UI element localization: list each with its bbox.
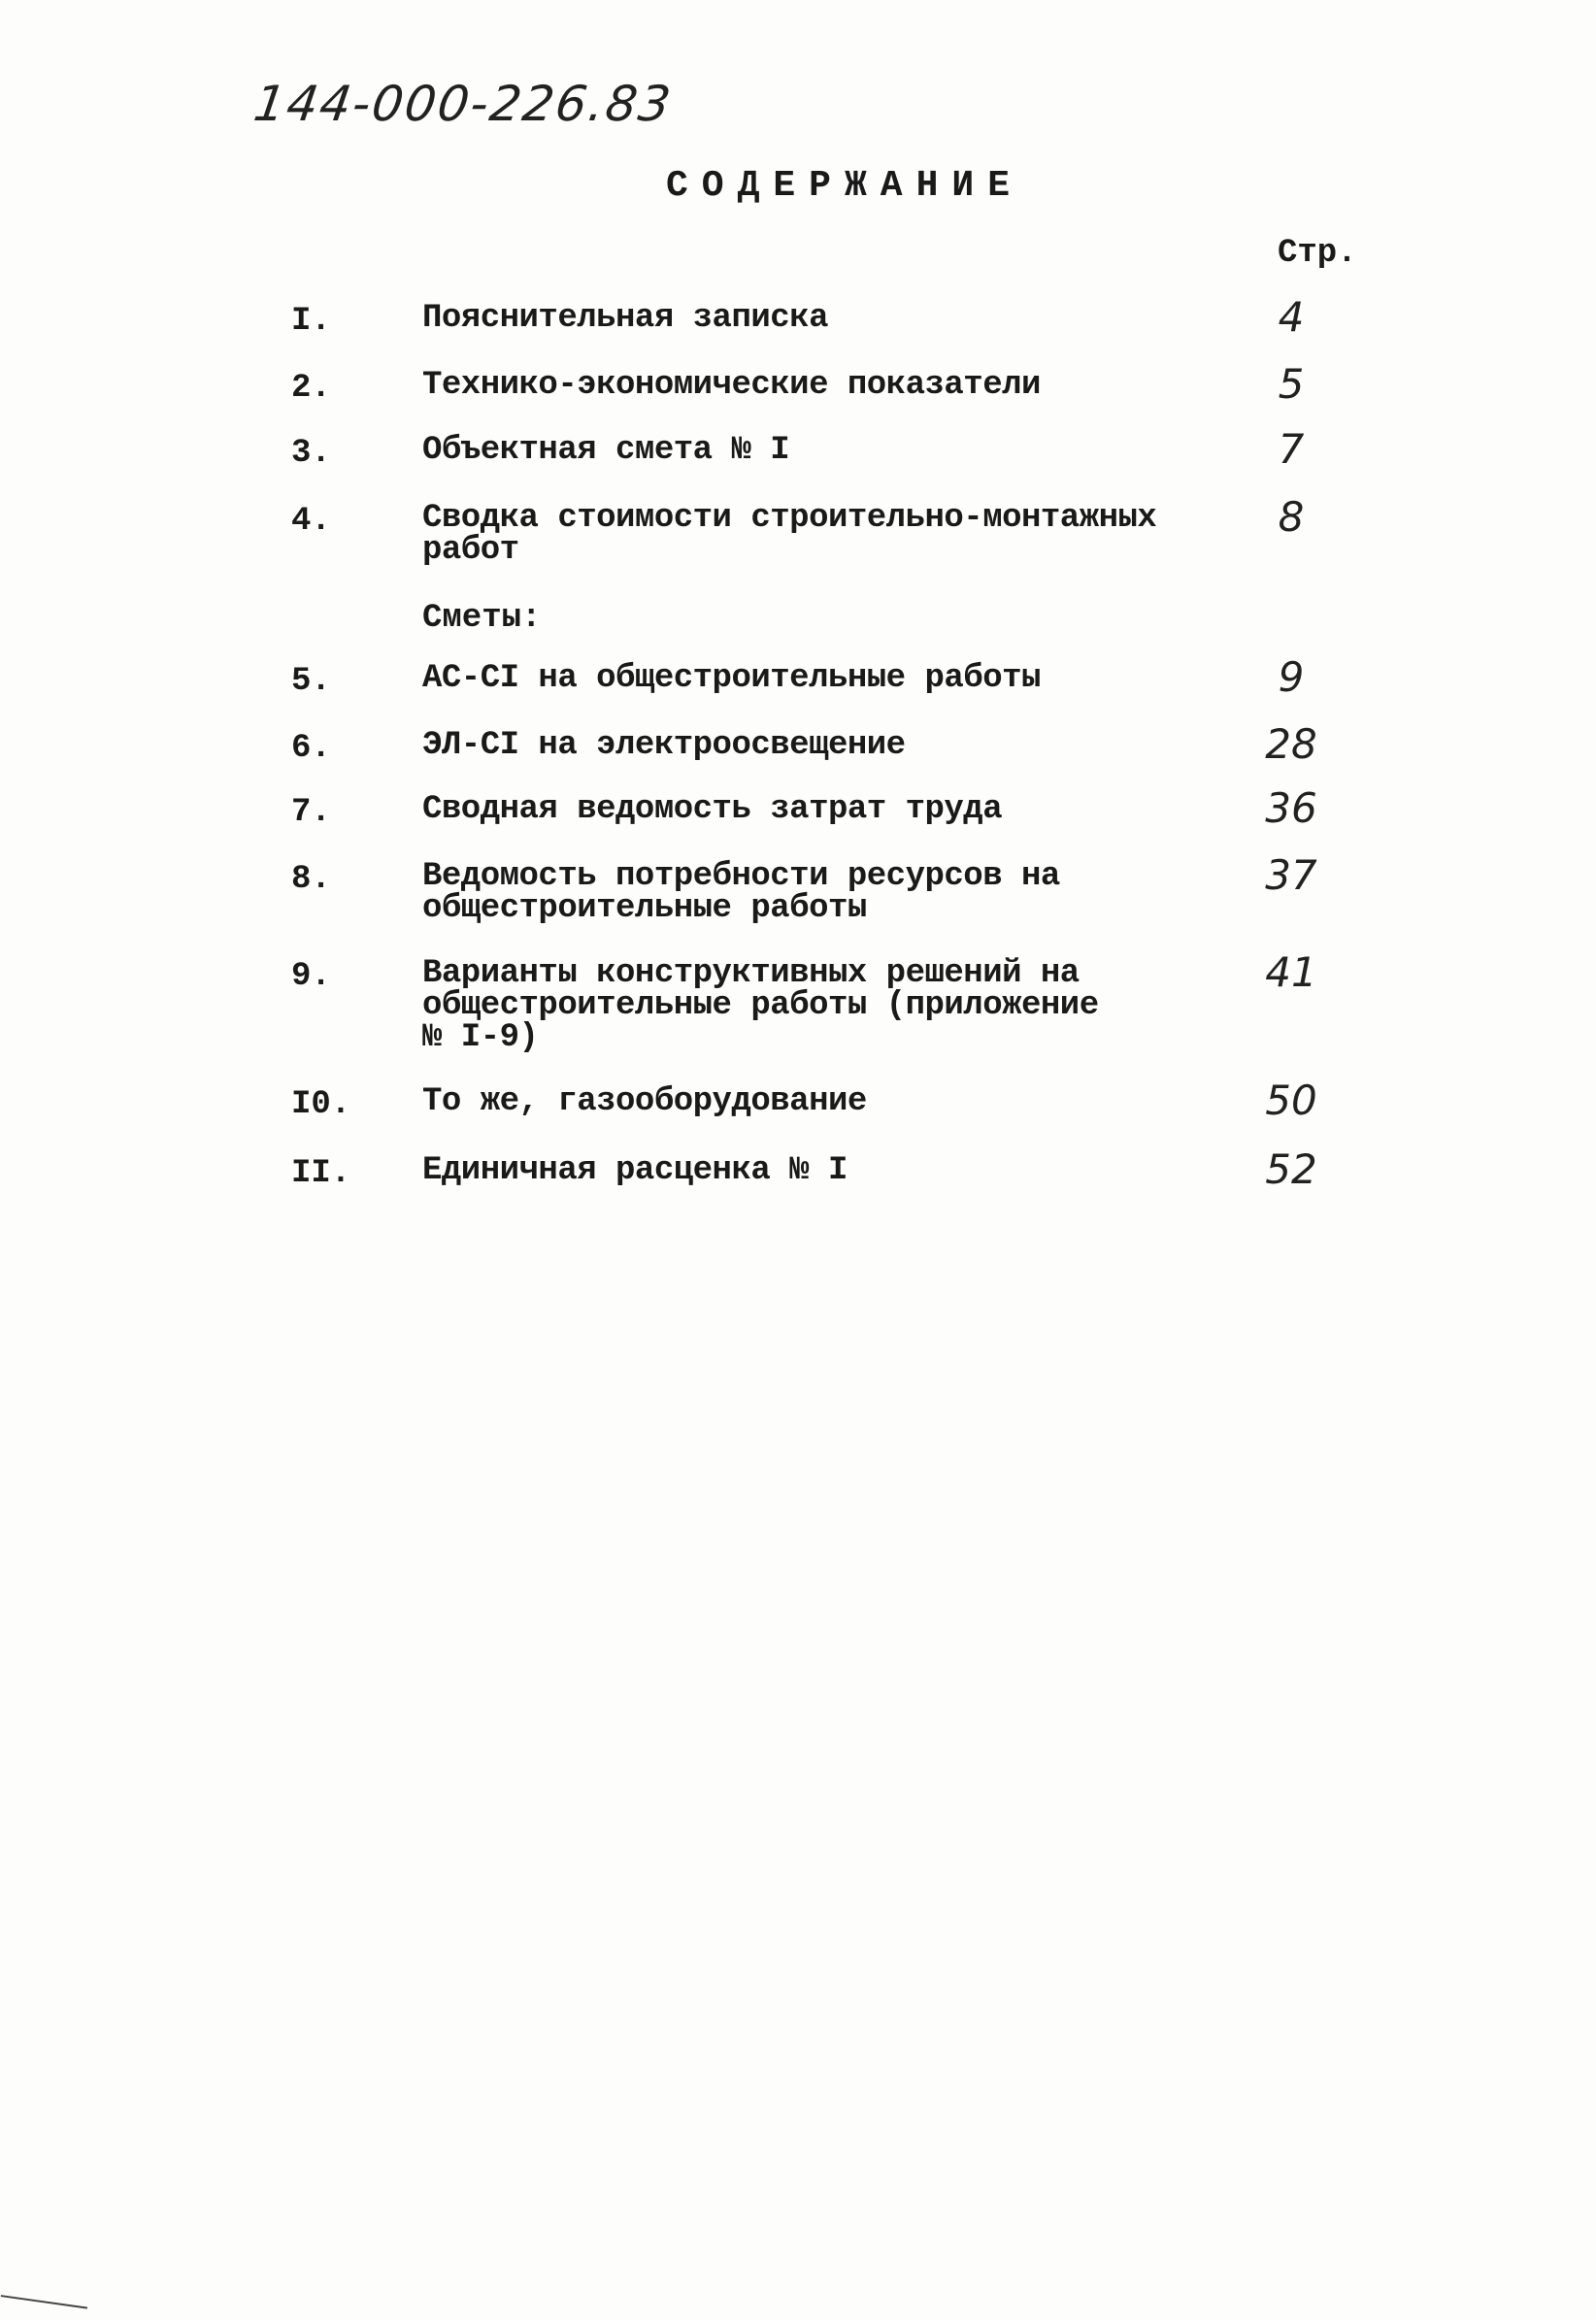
item-page: 9 xyxy=(1278,653,1305,701)
item-number: 7. xyxy=(291,794,331,831)
item-page: 5 xyxy=(1278,360,1305,408)
item-page: 8 xyxy=(1278,493,1305,541)
page-title: СОДЕРЖАНИЕ xyxy=(665,165,1024,207)
item-number: 2. xyxy=(291,370,331,407)
subheading: Сметы: xyxy=(422,600,542,637)
item-number: 3. xyxy=(291,435,331,472)
item-number: II. xyxy=(291,1155,351,1192)
item-page: 52 xyxy=(1265,1145,1317,1193)
item-text: Объектная смета № I xyxy=(422,432,790,469)
item-number: 5. xyxy=(291,663,331,700)
item-text: ЭЛ-CI на электроосвещение xyxy=(422,727,906,764)
item-number: 6. xyxy=(291,730,331,767)
item-text: То же, газооборудование xyxy=(422,1083,867,1120)
item-page: 37 xyxy=(1265,851,1317,899)
item-page: 36 xyxy=(1265,784,1317,832)
item-text: АС-CI на общестроительные работы xyxy=(422,660,1041,697)
scan-edge-mark xyxy=(0,2295,87,2320)
item-number: I. xyxy=(291,303,331,340)
item-text: Варианты конструктивных решений на общестроительные работы (приложение № I-9) xyxy=(422,955,1099,1056)
page-column-header: Стр. xyxy=(1278,235,1357,272)
item-text: Ведомость потребности ресурсов на общестроительные работы xyxy=(422,858,1060,927)
item-number: 9. xyxy=(291,958,331,995)
item-text: Технико-экономические показатели xyxy=(422,367,1041,404)
item-page: 41 xyxy=(1265,948,1317,996)
item-page: 50 xyxy=(1265,1077,1317,1124)
item-number: 4. xyxy=(291,503,331,540)
item-text: Единичная расценка № I xyxy=(422,1152,848,1189)
item-text: Сводка стоимости строительно-монтажных работ xyxy=(422,500,1157,569)
item-page: 28 xyxy=(1265,720,1317,768)
item-number: 8. xyxy=(291,861,331,898)
item-page: 7 xyxy=(1278,425,1305,473)
item-text: Пояснительная записка xyxy=(422,300,828,337)
document-code: 144-000-226.83 xyxy=(249,76,676,132)
item-page: 4 xyxy=(1278,293,1305,341)
item-text: Сводная ведомость затрат труда xyxy=(422,791,1003,828)
item-number: I0. xyxy=(291,1086,351,1123)
